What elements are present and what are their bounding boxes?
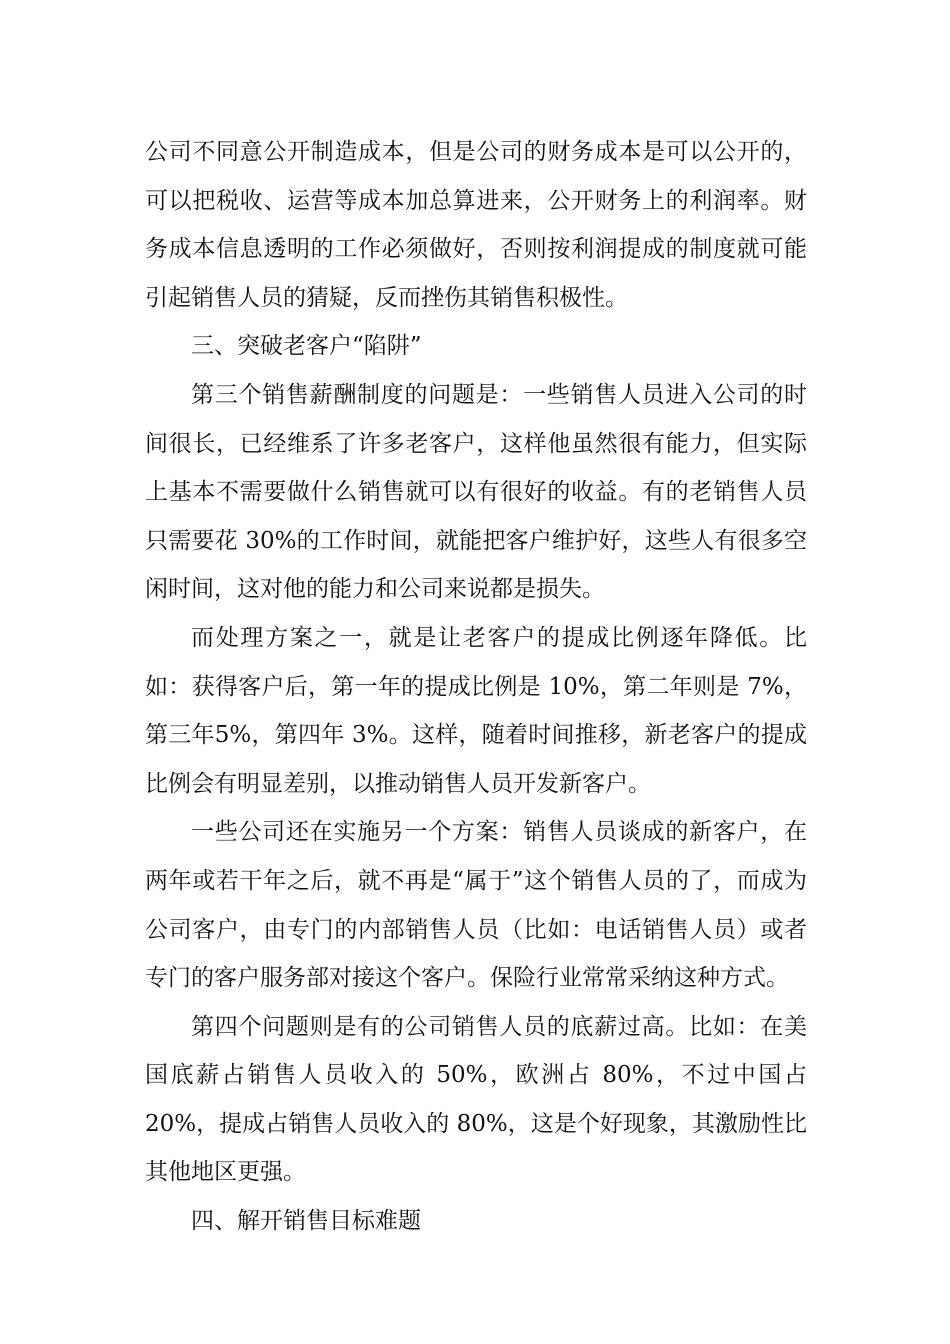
paragraph-third-problem: 第三个销售薪酬制度的问题是：一些销售人员进入公司的时间很长，已经维系了许多老客户，这样他虽然很有能力，但实际上基本不需要做什么销售就可以有很好的收益。有的老销售人员只需要花 30%的工作时间，就能把客户维护好，这些人有很多空闲时间，这对他的能力和公司来说都是损失。 — [145, 381, 807, 603]
paragraph-commission-decrease: 而处理方案之一，就是让老客户的提成比例逐年降低。比如：获得客户后，第一年的提成比例是 10%，第二年则是 7%，第三年5%，第四年 3%。这样，随着时间推移，新老客户的提成比例会有明显差别，以推动销售人员开发新客户。 — [145, 624, 807, 797]
section-heading-old-customer-trap: 三、突破老客户“陷阱” — [191, 333, 422, 360]
paragraph-financial-cost: 公司不同意公开制造成本，但是公司的财务成本是可以公开的，可以把税收、运营等成本加总算进来，公开财务上的利润率。财务成本信息透明的工作必须做好，否则按利润提成的制度就可能引起销售人员的猜疑，反而挫伤其销售积极性。 — [145, 139, 807, 311]
paragraph-customer-transfer: 一些公司还在实施另一个方案：销售人员谈成的新客户，在两年或若干年之后，就不再是“属于”这个销售人员的了，而成为公司客户，由专门的内部销售人员（比如：电话销售人员）或者专门的客户服务部对接这个客户。保险行业常常采纳这种方式。 — [145, 819, 807, 992]
paragraph-fourth-problem: 第四个问题则是有的公司销售人员的底薪过高。比如：在美国底薪占销售人员收入的 50%，欧洲占 80%，不过中国占 20%，提成占销售人员收入的 80%，这是个好现象，其激励性比其他地区更强。 — [145, 1013, 807, 1186]
section-heading-sales-target: 四、解开销售目标难题 — [191, 1208, 421, 1235]
document-body — [145, 128, 807, 1246]
